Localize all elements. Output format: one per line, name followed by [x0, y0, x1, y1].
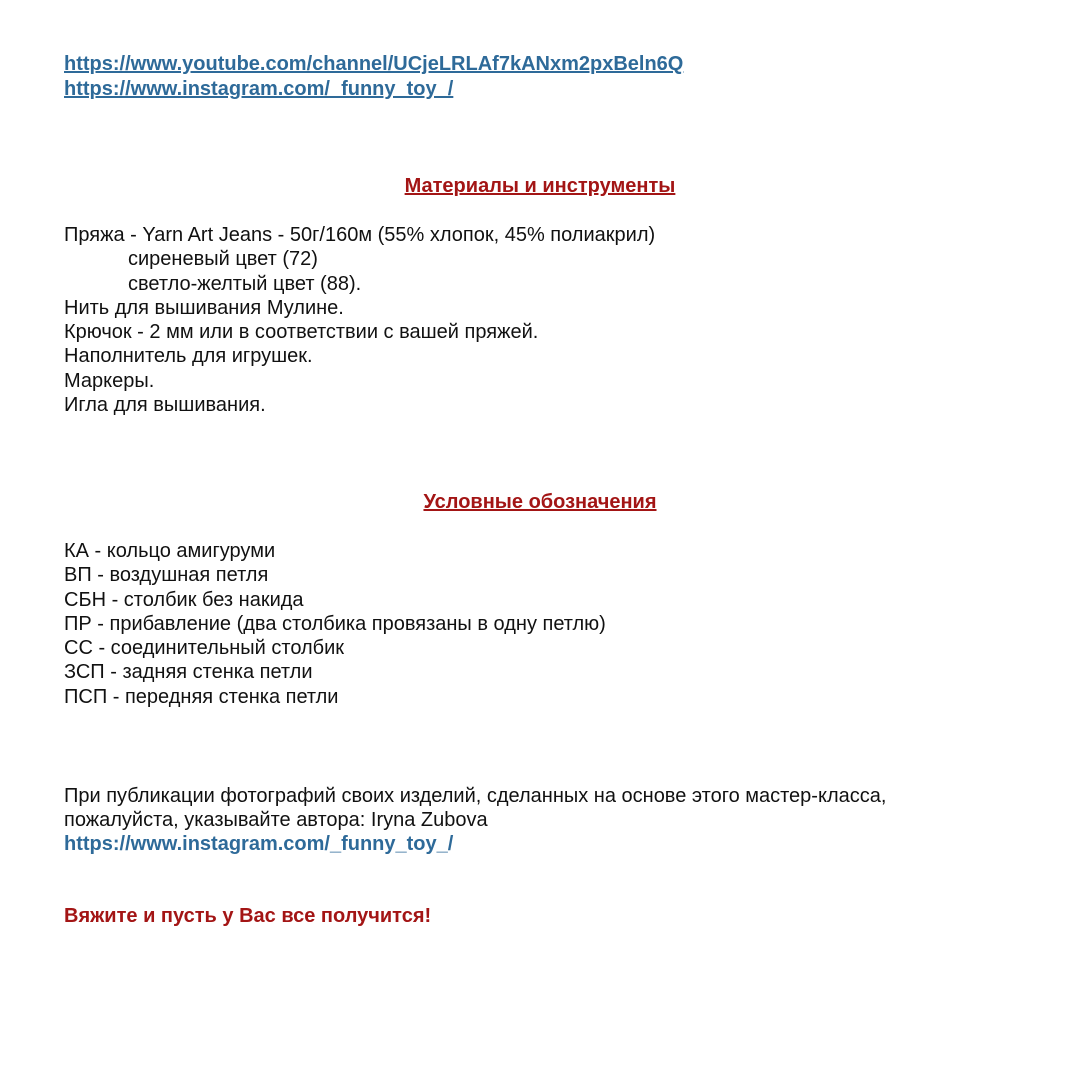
notice-line: пожалуйста, указывайте автора: Iryna Zubova [64, 809, 488, 832]
closing-message: Вяжите и пусть у Вас все получится! [64, 905, 432, 927]
legend-line: ЗСП - задняя стенка петли [64, 661, 313, 684]
instagram-link[interactable]: https://www.instagram.com/_funny_toy_/ [64, 78, 454, 100]
legend-line: КА - кольцо амигуруми [64, 540, 276, 562]
publication-notice [64, 784, 886, 833]
materials-line: Крючок - 2 мм или в соответствии с вашей пряжей. [64, 321, 539, 344]
legend-heading: Условные обозначения [423, 491, 657, 513]
notice-line: При публикации фотографий своих изделий, сделанных на основе этого мастер-класса, [64, 785, 887, 807]
legend-line: ПР - прибавление (два столбика провязаны в одну петлю) [64, 612, 606, 635]
materials-line: светло-желтый цвет (88). [128, 272, 362, 295]
legend-line: ПСП - передняя стенка петли [64, 685, 339, 708]
materials-list [64, 223, 655, 417]
materials-heading: Материалы и инструменты [404, 175, 676, 197]
materials-line: сиреневый цвет (72) [128, 248, 318, 271]
youtube-link[interactable]: https://www.youtube.com/channel/UCjeLRLAf7kANxm2pxBeln6Q [64, 53, 684, 75]
legend-line: СС - соединительный столбик [64, 637, 345, 660]
legend-line: СБН - столбик без накида [64, 588, 304, 611]
materials-line: Нить для вышивания Мулине. [64, 296, 344, 319]
notice-instagram-link[interactable]: https://www.instagram.com/_funny_toy_/ [64, 833, 454, 855]
materials-line: Маркеры. [64, 369, 155, 392]
materials-line: Наполнитель для игрушек. [64, 345, 313, 368]
materials-line: Пряжа - Yarn Art Jeans - 50г/160м (55% хлопок, 45% полиакрил) [64, 224, 656, 246]
legend-line: ВП - воздушная петля [64, 564, 269, 587]
materials-line: Игла для вышивания. [64, 394, 266, 417]
legend-list [64, 539, 606, 709]
